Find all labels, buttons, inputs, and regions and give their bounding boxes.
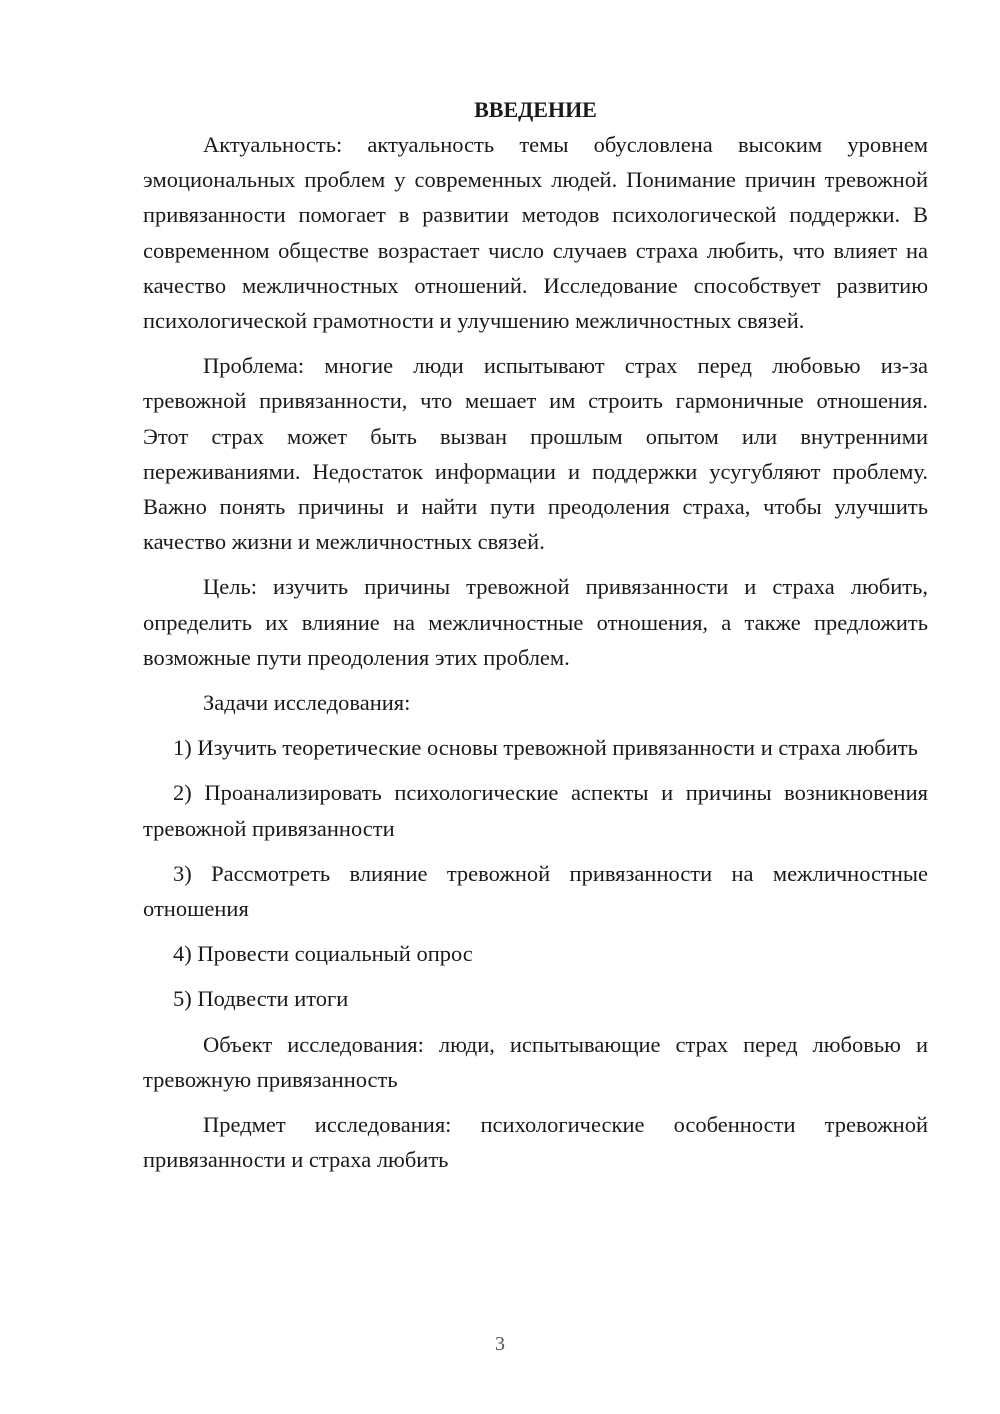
paragraph-goal: Цель: изучить причины тревожной привязанности и страха любить, определить их влияние на межличностные отношения, а также предложить возможные пути преодоления этих проблем.	[143, 574, 928, 670]
paragraph-tasks-heading: Задачи исследования:	[203, 690, 411, 716]
page-number: 3	[495, 1333, 505, 1355]
paragraph-object: Объект исследования: люди, испытывающие страх перед любовью и тревожную привязанность	[143, 1031, 928, 1092]
document-page	[143, 92, 928, 1187]
paragraph-problem: Проблема: многие люди испытывают страх перед любовью из-за тревожной привязанности, что мешает им строить гармоничные отношения. Этот страх может быть вызван прошлым опытом или внутренними переживаниями. Недостаток информации и поддержки усугубляют проблему. Важно понять причины и найти пути преодоления страха, чтобы улучшить качество жизни и межличностных связей.	[143, 353, 928, 555]
paragraph-subject: Предмет исследования: психологические особенности тревожной привязанности и страха любить	[143, 1112, 928, 1173]
task-item-1: 1) Изучить теоретические основы тревожной привязанности и страха любить	[173, 735, 918, 761]
task-item-4: 4) Провести социальный опрос	[173, 941, 473, 967]
task-item-2: 2) Проанализировать психологические аспекты и причины возникновения тревожной привязанности	[143, 780, 928, 841]
task-item-5: 5) Подвести итоги	[173, 986, 349, 1012]
task-item-3: 3) Рассмотреть влияние тревожной привязанности на межличностные отношения	[143, 860, 928, 922]
page-title: ВВЕДЕНИЕ	[474, 97, 597, 122]
paragraph-relevance: Актуальность: актуальность темы обусловлена высоким уровнем эмоциональных проблем у современных людей. Понимание причин тревожной привязанности помогает в развитии методов психологической поддержки. В современном обществе возрастает число случаев страха любить, что влияет на качество межличностных отношений. Исследование способствует развитию психологической грамотности и улучшению межличностных связей.	[143, 132, 928, 334]
